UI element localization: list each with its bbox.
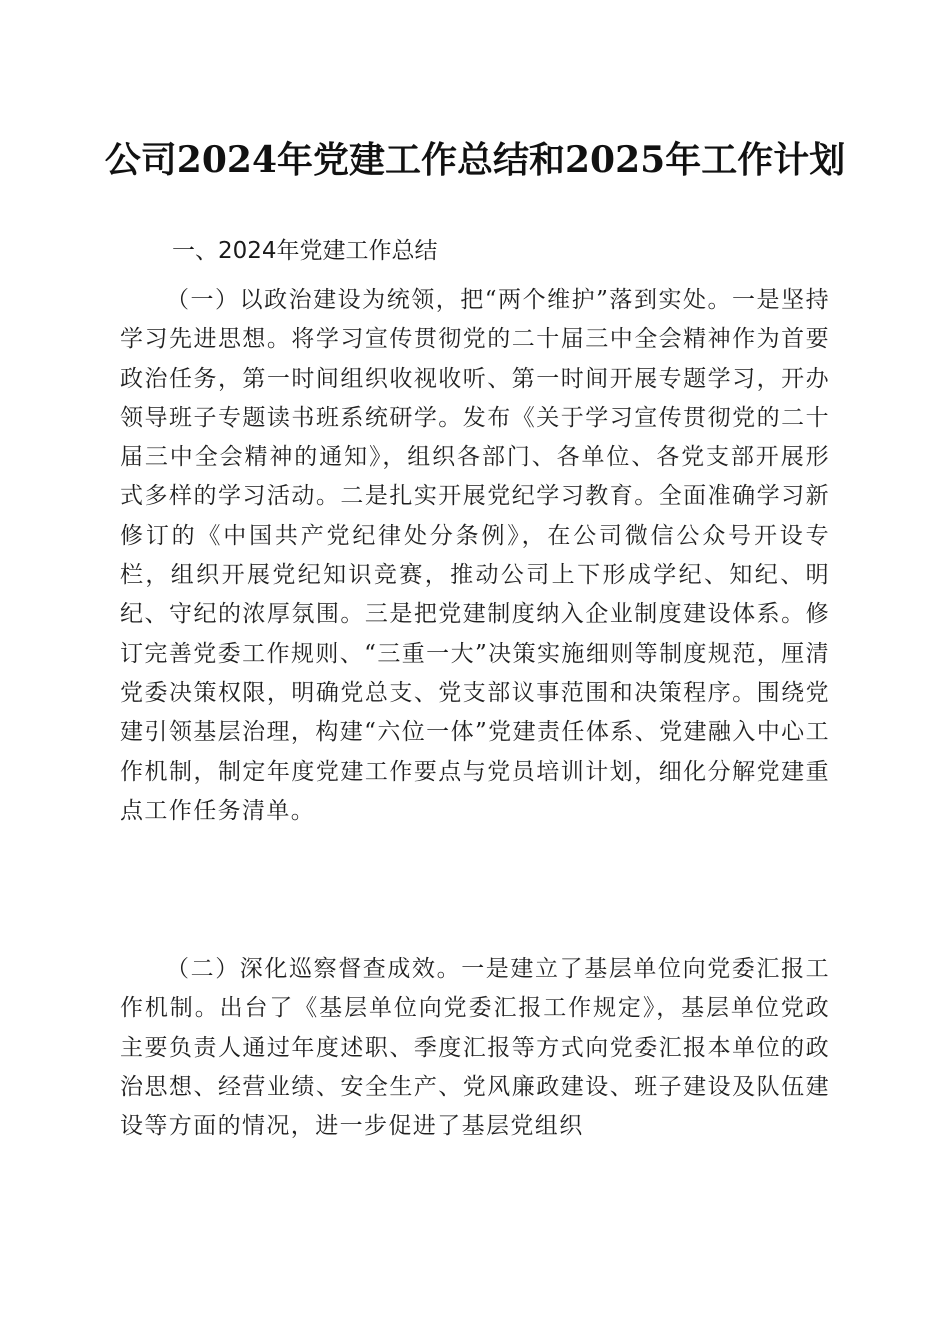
- section-heading: 一、2024年党建工作总结: [172, 238, 438, 264]
- paragraph-2: （二）深化巡察督查成效。一是建立了基层单位向党委汇报工作机制。出台了《基层单位向党委汇报工作规定》，基层单位党政主要负责人通过年度述职、季度汇报等方式向党委汇报本单位的政治思想、经营业绩、安全生产、党风廉政建设、班子建设及队伍建设等方面的情况，进一步促进了基层党组织: [120, 956, 830, 1140]
- paragraph-1: （一）以政治建设为统领，把“两个维护”落到实处。一是坚持学习先进思想。将学习宣传贯彻党的二十届三中全会精神作为首要政治任务，第一时间组织收视收听、第一时间开展专题学习，开办领导班子专题读书班系统研学。发布《关于学习宣传贯彻党的二十届三中全会精神的通知》，组织各部门、各单位、各党支部开展形式多样的学习活动。二是扎实开展党纪学习教育。全面准确学习新修订的《中国共产党纪律处分条例》，在公司微信公众号开设专栏，组织开展党纪知识竞赛，推动公司上下形成学纪、知纪、明纪、守纪的浓厚氛围。三是把党建制度纳入企业制度建设体系。修订完善党委工作规则、“三重一大”决策实施细则等制度规范，厘清党委决策权限，明确党总支、党支部议事范围和决策程序。围绕党建引领基层治理，构建“六位一体”党建责任体系、党建融入中心工作机制，制定年度党建工作要点与党员培训计划，细化分解党建重点工作任务清单。: [120, 287, 830, 824]
- document-title: 公司2024年党建工作总结和2025年工作计划: [104, 139, 846, 181]
